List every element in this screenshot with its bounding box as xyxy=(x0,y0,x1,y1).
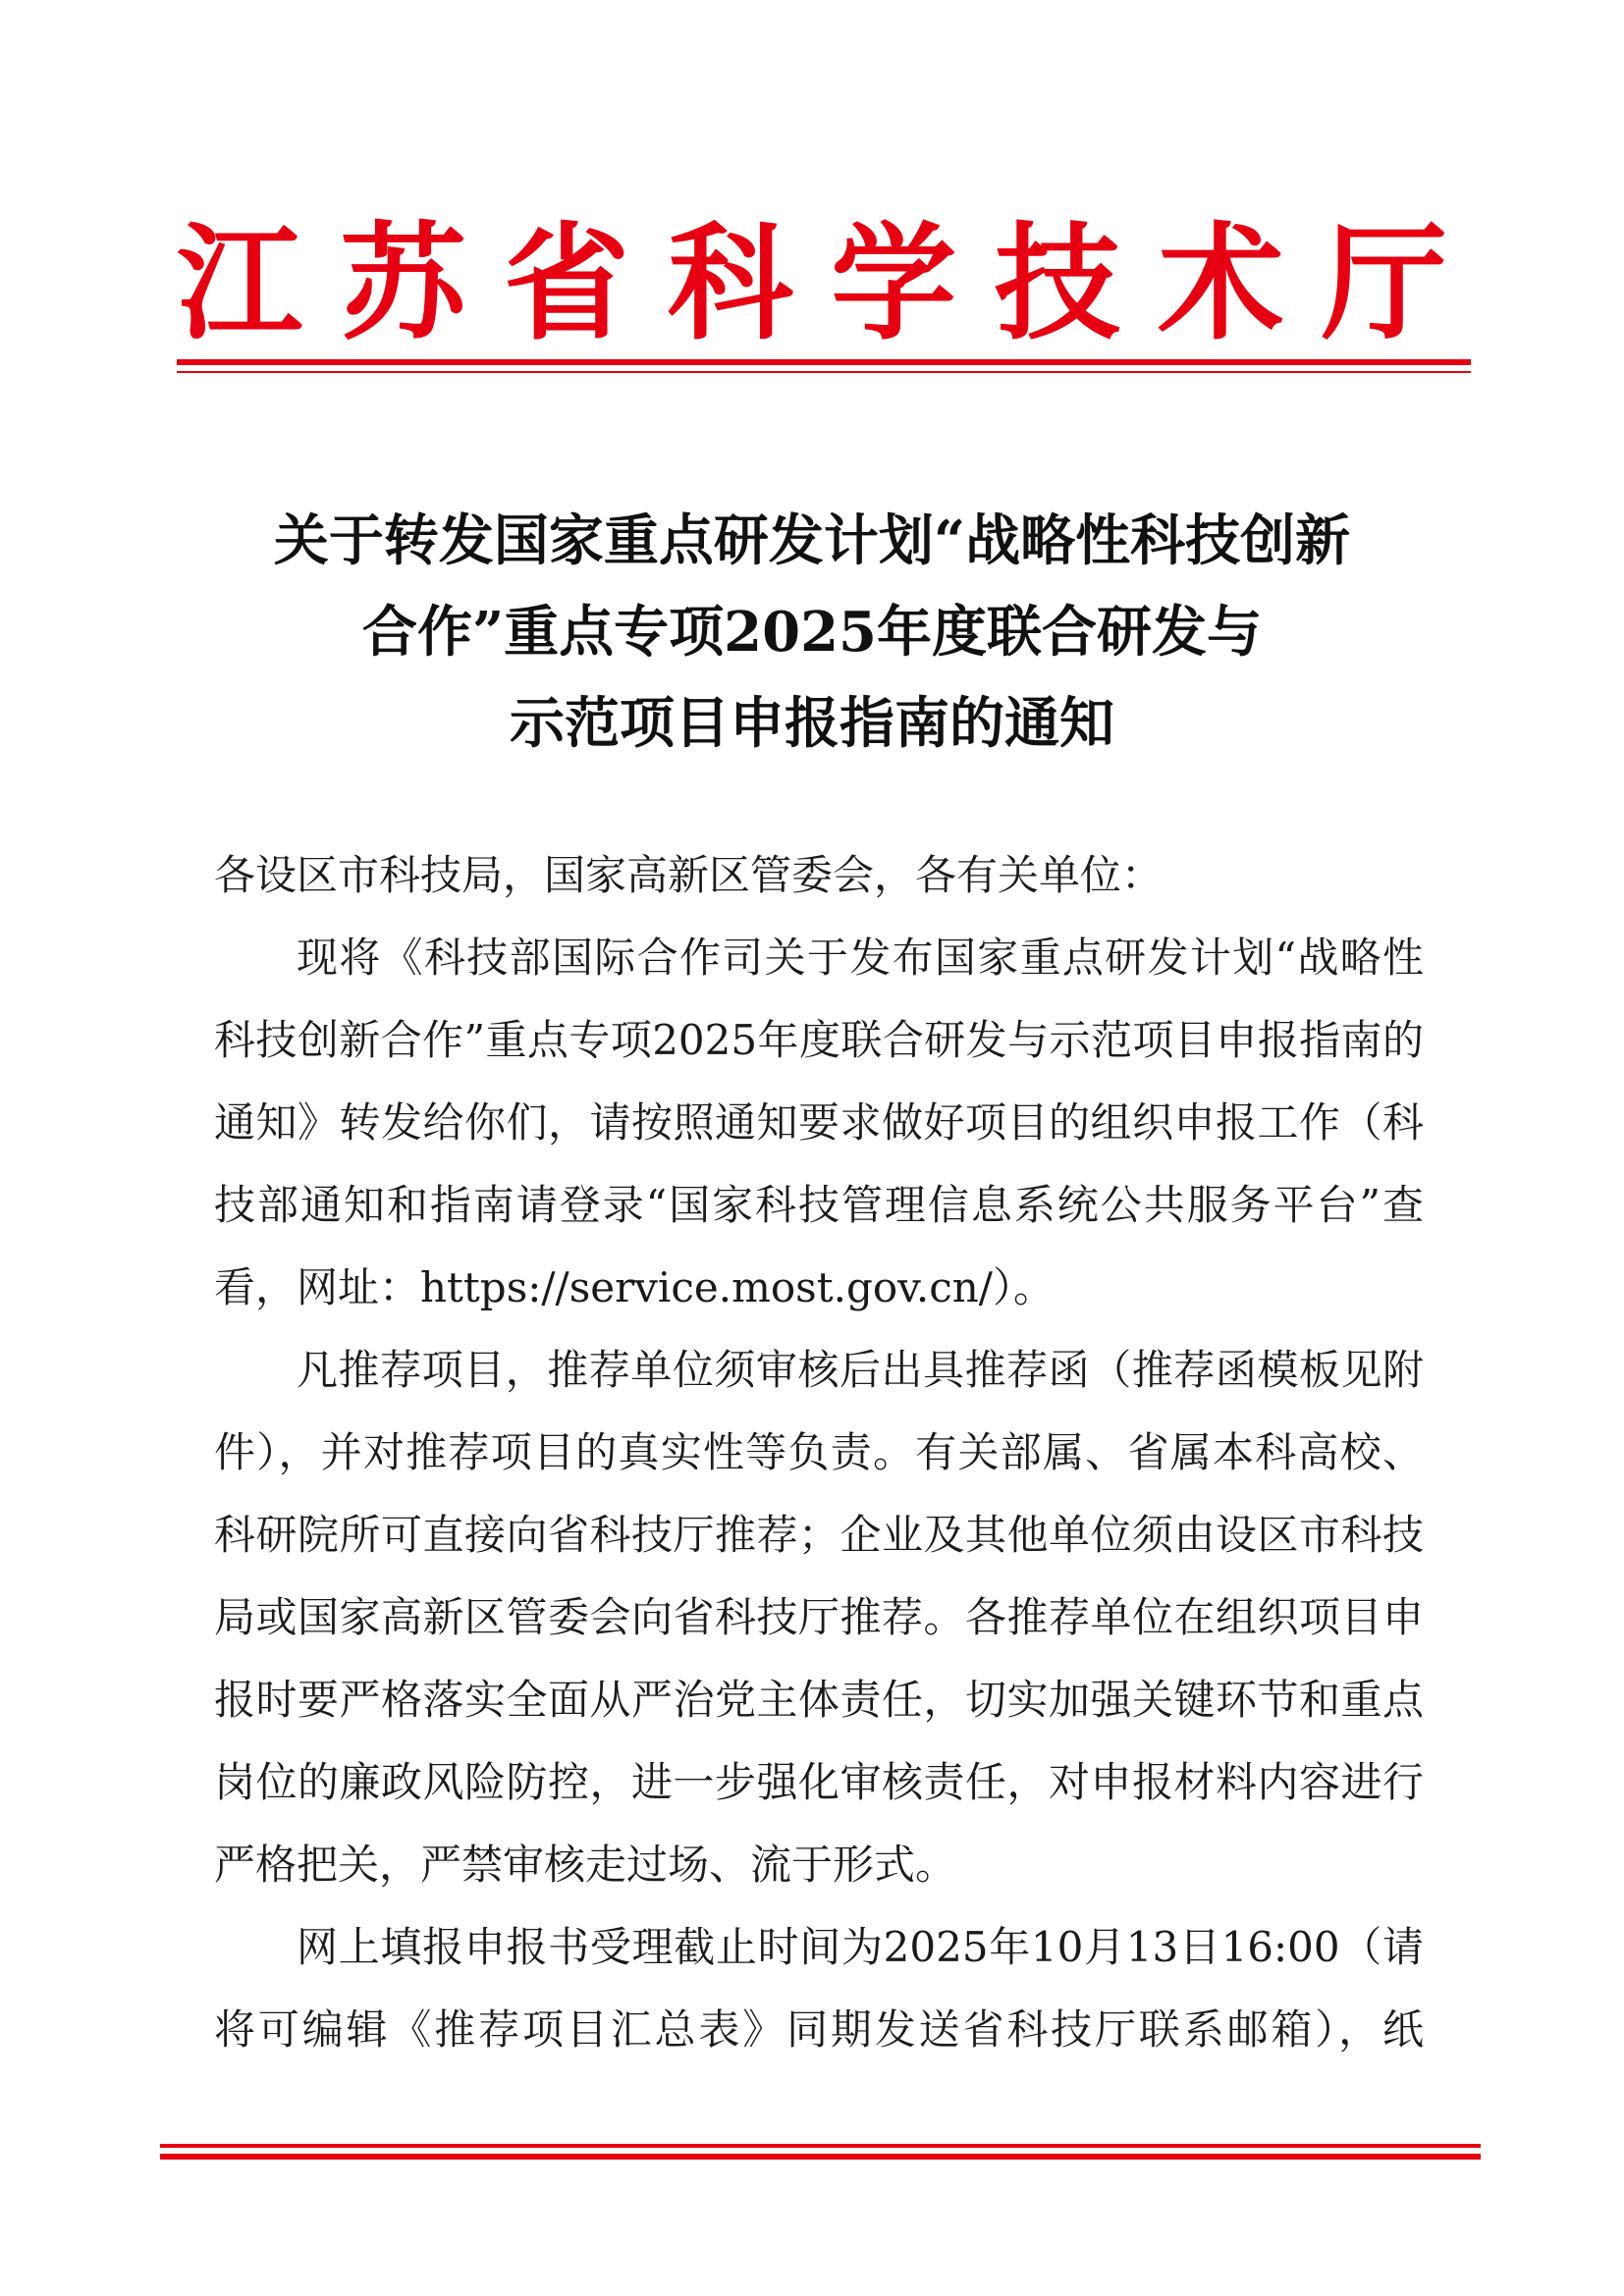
masthead-char: 学 xyxy=(831,211,957,357)
salutation: 各设区市科技局，国家高新区管委会，各有关单位： xyxy=(214,851,1164,899)
masthead-char: 技 xyxy=(994,211,1120,357)
masthead-char: 苏 xyxy=(340,211,466,357)
title-line: 合作”重点专项2025年度联合研发与 xyxy=(361,600,1263,665)
body-paragraph: 现将《科技部国际合作司关于发布国家重点研发计划“战略性科技创新合作”重点专项2025年度联合研发与示范项目申报指南的通知》转发给你们，请按照通知要求做好项目的组织申报工作（科技部通知和指南请登录“国家科技管理信息系统公共服务平台”查看，网址：https://service.most.gov.cn/）。 xyxy=(214,934,1424,1311)
masthead-char: 厅 xyxy=(1321,211,1447,357)
masthead-char: 科 xyxy=(667,211,793,357)
red-footer-rule-thick xyxy=(160,2154,1481,2160)
body-paragraph: 网上填报申报书受理截止时间为2025年10月13日16:00（请将可编辑《推荐项目汇总表》同期发送省科技厅联系邮箱），纸 xyxy=(214,1923,1424,2054)
masthead-char: 江 xyxy=(177,211,303,357)
document-body xyxy=(214,834,1424,2071)
masthead xyxy=(177,206,1447,363)
document-title xyxy=(157,496,1467,770)
masthead-char: 术 xyxy=(1158,211,1284,357)
body-paragraph: 凡推荐项目，推荐单位须审核后出具推荐函（推荐函模板见附件），并对推荐项目的真实性等负责。有关部属、省属本科高校、科研院所可直接向省科技厅推荐；企业及其他单位须由设区市科技局或国家高新区管委会向省科技厅推荐。各推荐单位在组织项目申报时要严格落实全面从严治党主体责任，切实加强关键环节和重点岗位的廉政风险防控，进一步强化审核责任，对申报材料内容进行严格把关，严禁审核走过场、流于形式。 xyxy=(214,1346,1424,1889)
red-header-rule-thin xyxy=(177,371,1471,373)
masthead-char: 省 xyxy=(504,211,630,357)
red-header-rule-thick xyxy=(177,359,1471,365)
red-footer-rule-thin xyxy=(160,2144,1481,2148)
title-line: 示范项目申报指南的通知 xyxy=(510,691,1114,756)
title-line: 关于转发国家重点研发计划“战略性科技创新 xyxy=(273,508,1351,573)
